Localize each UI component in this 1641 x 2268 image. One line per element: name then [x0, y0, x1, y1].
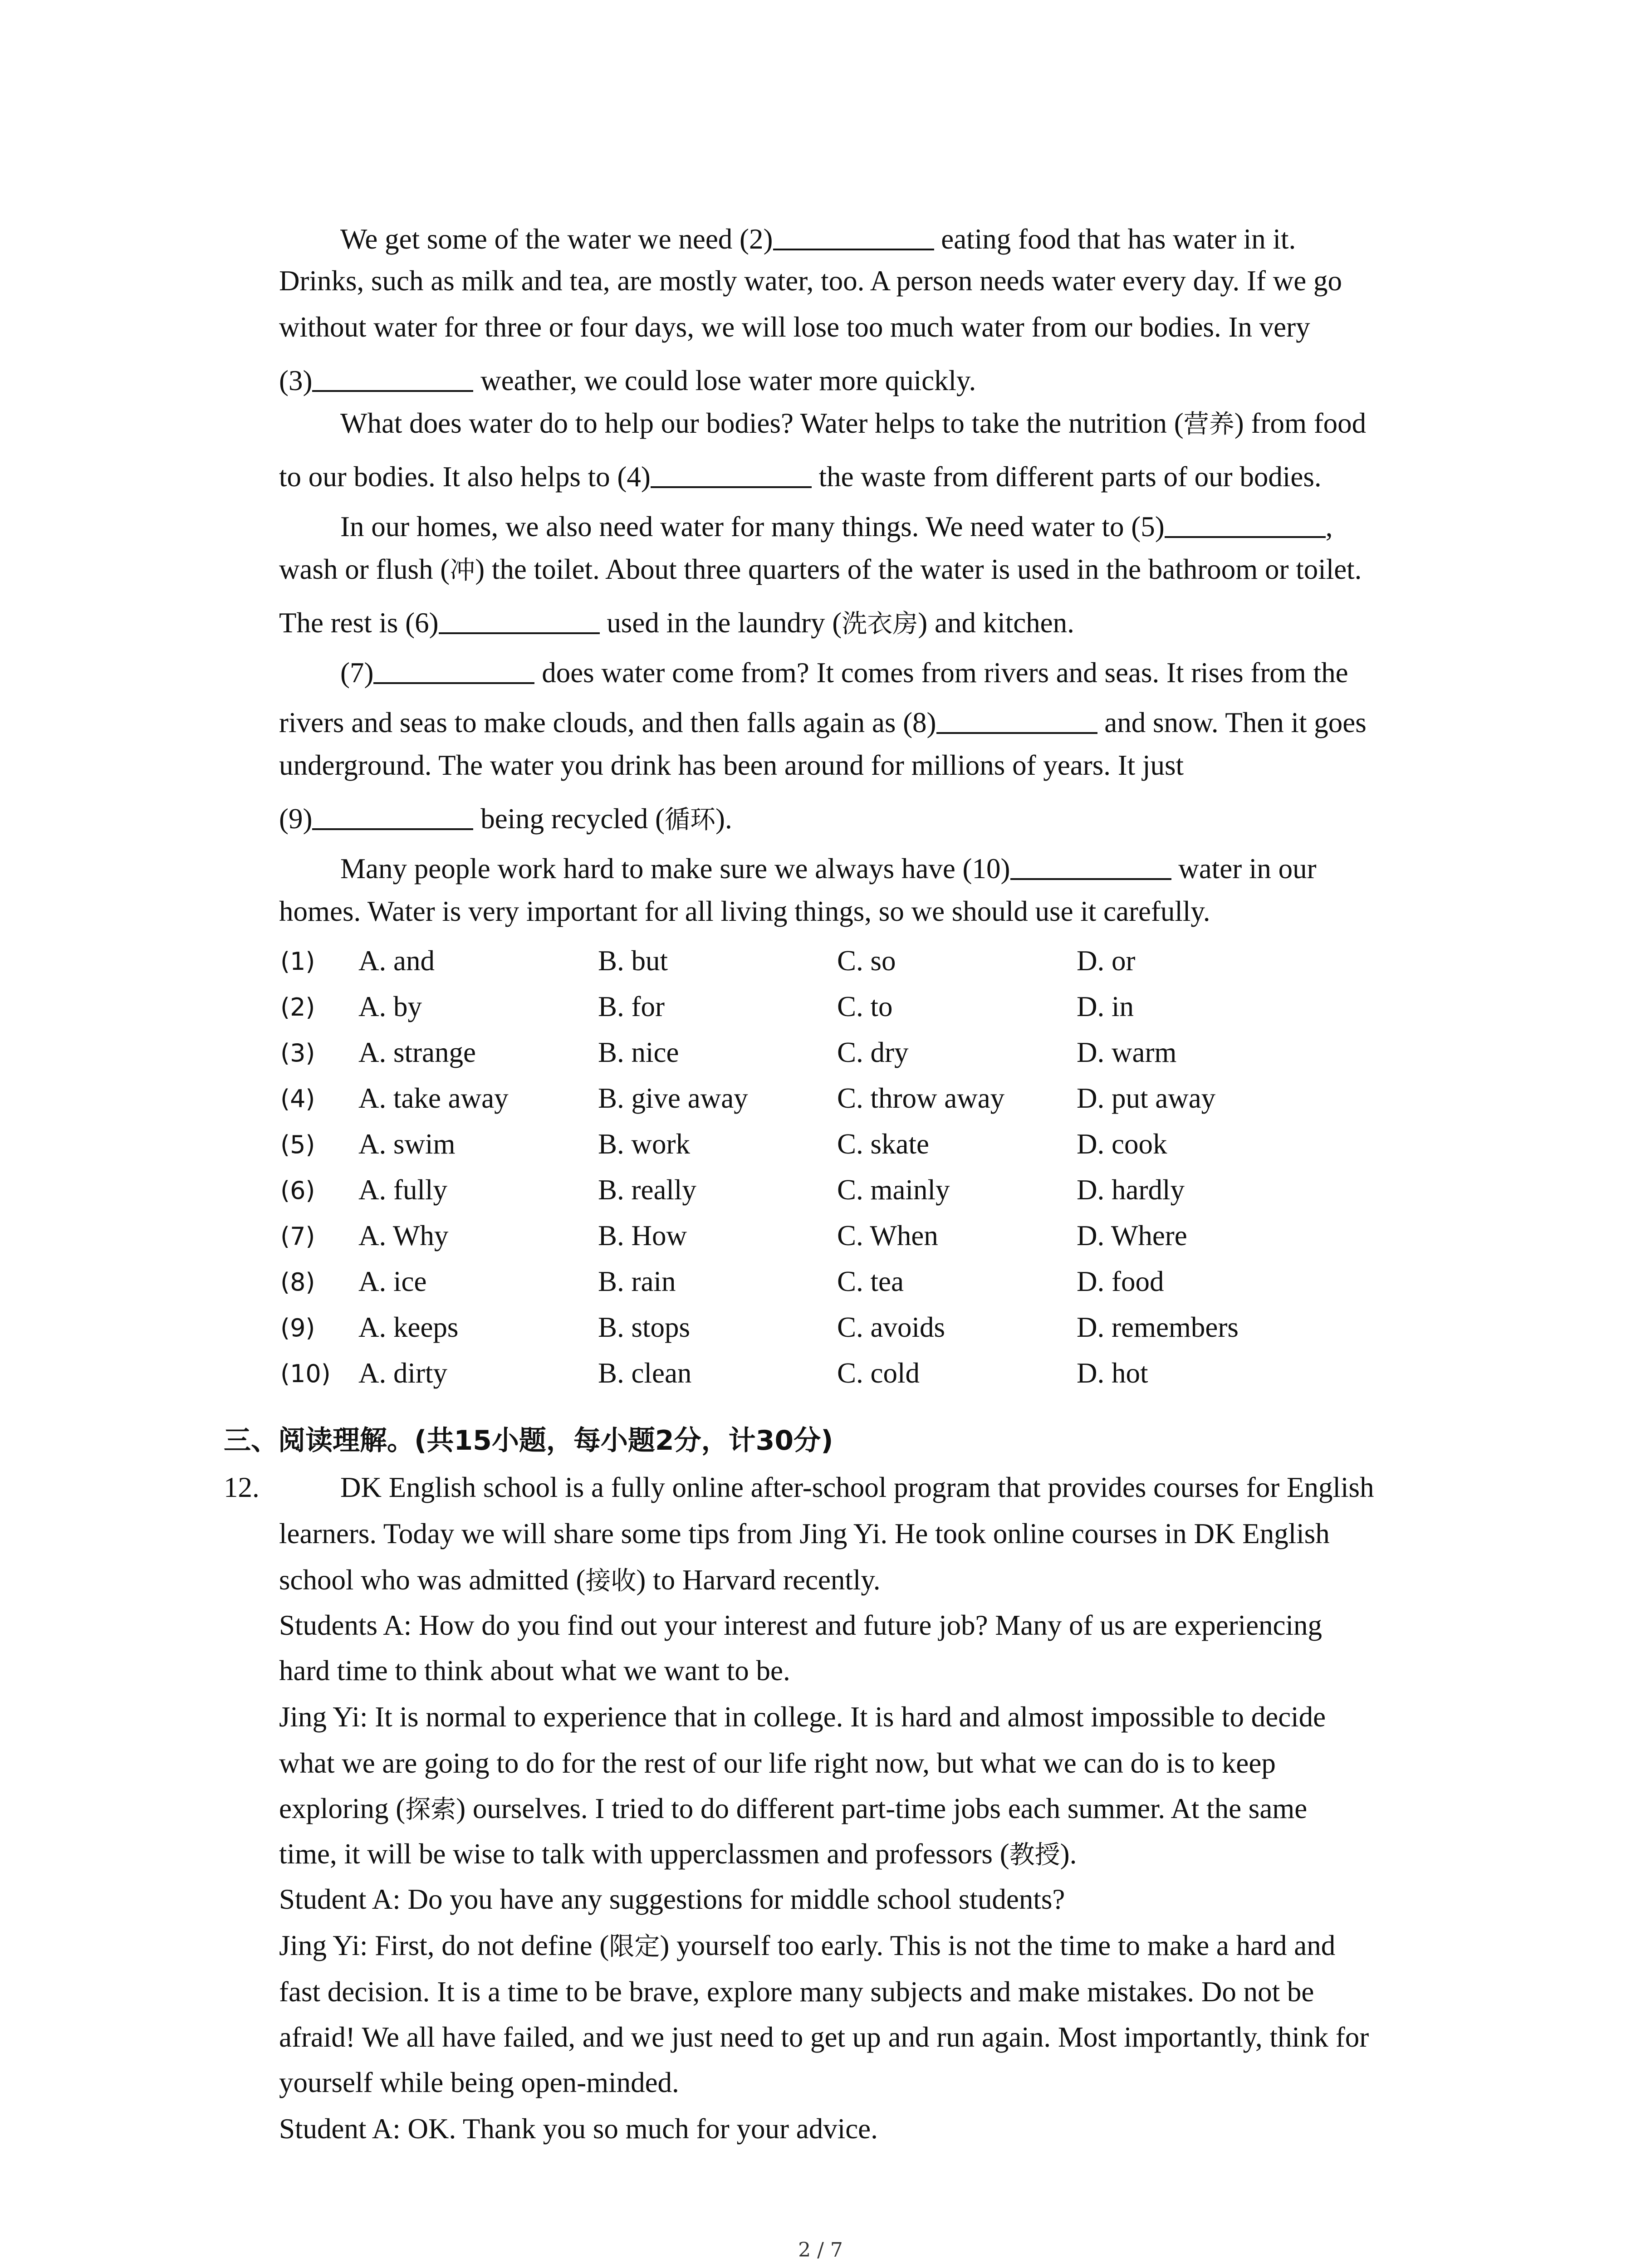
option-a: A. take away: [358, 1082, 509, 1114]
passage-line: what we are going to do for the rest of our life right now, but what we can do is to keep: [279, 1747, 1276, 1779]
passage-text: ) to Harvard recently.: [636, 1564, 881, 1596]
question-number: (7): [280, 1222, 315, 1251]
answer-blank: [1165, 509, 1326, 538]
passage-line: Student A: OK. Thank you so much for your advice.: [279, 2113, 878, 2145]
chinese-gloss: 教授: [1009, 1840, 1060, 1870]
passage-line: [279, 801, 732, 833]
passage-line: [340, 221, 1296, 254]
option-a: A. by: [358, 991, 422, 1022]
answer-blank: [373, 655, 534, 684]
passage-text: rivers and seas to make clouds, and then falls again as (8): [279, 707, 936, 738]
question-number: (2): [280, 993, 315, 1022]
option-c: C. to: [837, 991, 893, 1022]
option-c: C. dry: [837, 1036, 909, 1068]
passage-line: underground. The water you drink has been around for millions of years. It just: [279, 749, 1184, 781]
passage-text: Jing Yi: First, do not define (: [279, 1930, 609, 1961]
question-number: (3): [280, 1039, 315, 1067]
question-number: (1): [280, 947, 315, 976]
passage-text: time, it will be wise to talk with upperclassmen and professors (: [279, 1838, 1009, 1870]
answer-blank: [773, 221, 934, 250]
option-c: C. mainly: [837, 1174, 950, 1206]
option-b: B. rain: [598, 1266, 676, 1297]
option-b: B. stops: [598, 1311, 691, 1343]
passage-line: fast decision. It is a time to be brave, explore many subjects and make mistakes. Do not be: [279, 1976, 1314, 2008]
passage-text: The rest is (6): [279, 607, 439, 639]
passage-text: to our bodies. It also helps to (4): [279, 461, 651, 493]
answer-blank: [936, 705, 1097, 734]
option-a: A. ice: [358, 1266, 427, 1297]
passage-text: (9): [279, 803, 313, 835]
option-b: B. clean: [598, 1357, 692, 1389]
question-number: (9): [280, 1314, 315, 1342]
passage-text: wash or flush (: [279, 553, 450, 585]
option-c: C. When: [837, 1220, 938, 1251]
answer-blank: [1010, 851, 1171, 880]
passage-line: [340, 655, 1348, 687]
passage-line: [340, 509, 1332, 541]
passage-text: ) ourselves. I tried to do different part-time jobs each summer. At the same: [456, 1793, 1308, 1824]
chinese-gloss: 营养: [1183, 410, 1234, 439]
chinese-gloss: 冲: [450, 556, 475, 585]
chinese-gloss: 接收: [585, 1566, 637, 1596]
passage-text: and snow. Then it goes: [1097, 707, 1367, 738]
option-d: D. in: [1077, 991, 1134, 1022]
option-d: D. put away: [1077, 1082, 1216, 1114]
option-d: D. hardly: [1077, 1174, 1185, 1206]
question-number: 12.: [224, 1471, 260, 1503]
answer-blank: [651, 459, 812, 488]
question-number: (10): [280, 1359, 331, 1388]
passage-text: the waste from different parts of our bodies.: [811, 461, 1322, 493]
passage-line: [279, 1794, 1307, 1823]
option-d: D. remembers: [1077, 1311, 1239, 1343]
option-c: C. so: [837, 945, 896, 977]
passage-line: yourself while being open-minded.: [279, 2067, 679, 2098]
passage-line: without water for three or four days, we will lose too much water from our bodies. In very: [279, 311, 1310, 343]
passage-text: ) the toilet. About three quarters of the water is used in the bathroom or toilet.: [475, 553, 1362, 585]
passage-line: afraid! We all have failed, and we just need to get up and run again. Most importantly, think for: [279, 2021, 1369, 2053]
passage-text: ) yourself too early. This is not the time to make a hard and: [660, 1930, 1336, 1961]
passage-text: ,: [1325, 511, 1333, 543]
option-a: A. strange: [358, 1036, 476, 1068]
passage-line: [279, 1931, 1335, 1960]
section-heading: 三、阅读理解。(共15小题，每小题2分，计30分): [224, 1425, 833, 1457]
passage-line: Jing Yi: It is normal to experience that in college. It is hard and almost impossible to decide: [279, 1701, 1326, 1733]
passage-text: ).: [715, 803, 732, 835]
passage-text: being recycled (: [473, 803, 665, 835]
option-b: B. nice: [598, 1036, 679, 1068]
question-number: (8): [280, 1268, 315, 1296]
option-a: A. and: [358, 945, 435, 977]
passage-text: eating food that has water in it.: [934, 223, 1296, 255]
passage-line: [279, 363, 976, 395]
passage-text: What does water do to help our bodies? Water helps to take the nutrition (: [340, 407, 1184, 439]
chinese-gloss: 洗衣房: [842, 609, 918, 639]
option-b: B. for: [598, 991, 665, 1022]
passage-line: [279, 555, 1362, 584]
option-a: A. dirty: [358, 1357, 447, 1389]
passage-line: Drinks, such as milk and tea, are mostly water, too. A person needs water every day. If we go: [279, 265, 1342, 297]
option-c: C. cold: [837, 1357, 920, 1389]
question-number: (5): [280, 1130, 315, 1159]
option-d: D. cook: [1077, 1128, 1167, 1160]
question-number: (6): [280, 1176, 315, 1205]
chinese-gloss: 探索: [405, 1795, 456, 1824]
option-b: B. How: [598, 1220, 687, 1251]
passage-text: school who was admitted (: [279, 1564, 586, 1596]
passage-line: Student A: Do you have any suggestions for middle school students?: [279, 1883, 1065, 1915]
passage-text: In our homes, we also need water for many things. We need water to (5): [340, 511, 1165, 543]
option-d: D. warm: [1077, 1036, 1177, 1068]
passage-text: water in our: [1171, 853, 1317, 885]
option-a: A. swim: [358, 1128, 456, 1160]
passage-text: (3): [279, 365, 313, 396]
page-number: 2 / 7: [798, 2239, 843, 2262]
option-a: A. Why: [358, 1220, 449, 1251]
passage-line: [340, 409, 1366, 438]
passage-line: [279, 605, 1074, 637]
option-b: B. give away: [598, 1082, 748, 1114]
passage-line: [279, 459, 1322, 491]
passage-line: [279, 1840, 1077, 1868]
passage-text: does water come from? It comes from rivers and seas. It rises from the: [534, 657, 1348, 689]
passage-text: We get some of the water we need (2): [340, 223, 773, 255]
passage-line: homes. Water is very important for all living things, so we should use it carefully.: [279, 895, 1210, 927]
passage-line: hard time to think about what we want to be.: [279, 1655, 790, 1686]
option-d: D. or: [1077, 945, 1136, 977]
passage-text: ) from food: [1234, 407, 1367, 439]
option-a: A. fully: [358, 1174, 447, 1206]
answer-blank: [312, 801, 473, 830]
answer-blank: [439, 605, 600, 634]
passage-line: Students A: How do you find out your interest and future job? Many of us are experiencing: [279, 1609, 1323, 1641]
option-c: C. skate: [837, 1128, 929, 1160]
passage-line: [279, 705, 1367, 737]
passage-text: exploring (: [279, 1793, 406, 1824]
option-c: C. avoids: [837, 1311, 945, 1343]
passage-text: ) and kitchen.: [918, 607, 1074, 639]
option-c: C. tea: [837, 1266, 904, 1297]
answer-blank: [312, 363, 473, 392]
passage-text: weather, we could lose water more quickly.: [473, 365, 976, 396]
passage-line: [279, 1566, 881, 1594]
passage-text: used in the laundry (: [599, 607, 842, 639]
passage-text: ).: [1060, 1838, 1077, 1870]
option-b: B. really: [598, 1174, 696, 1206]
passage-line: learners. Today we will share some tips from Jing Yi. He took online courses in DK English: [279, 1518, 1330, 1549]
question-number: (4): [280, 1085, 315, 1113]
passage-text: Many people work hard to make sure we always have (10): [340, 853, 1010, 885]
passage-line: DK English school is a fully online after-school program that provides courses for English: [340, 1471, 1374, 1503]
option-a: A. keeps: [358, 1311, 459, 1343]
passage-text: (7): [340, 657, 374, 689]
chinese-gloss: 限定: [609, 1932, 660, 1961]
option-b: B. but: [598, 945, 668, 977]
option-d: D. Where: [1077, 1220, 1187, 1251]
option-d: D. food: [1077, 1266, 1164, 1297]
passage-line: [340, 851, 1317, 883]
chinese-gloss: 循环: [665, 805, 715, 835]
option-b: B. work: [598, 1128, 690, 1160]
option-d: D. hot: [1077, 1357, 1148, 1389]
option-c: C. throw away: [837, 1082, 1005, 1114]
